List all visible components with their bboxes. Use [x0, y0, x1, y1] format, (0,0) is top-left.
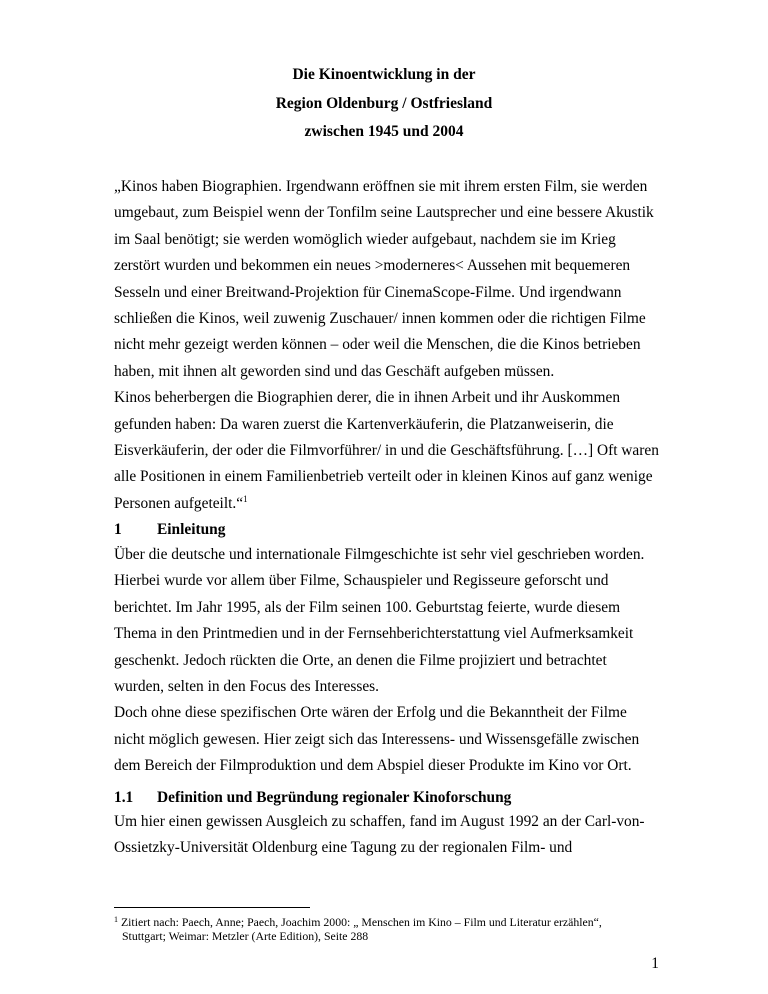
quote-line: „Kinos haben Biographien. Irgendwann eröffnen sie mit ihrem ersten Film, sie werden [114, 178, 648, 195]
body-line: nicht möglich gewesen. Hier zeigt sich das Interessens- und Wissensgefälle zwischen [114, 730, 640, 748]
footnote [114, 915, 602, 943]
quote-line: Sesseln und einer Breitwand-Projektion für CinemaScope-Filme. Und irgendwann [114, 283, 622, 301]
body-line: Thema in den Printmedien und in der Fernsehberichterstattung viel Aufmerksamkeit [114, 625, 634, 643]
quote-line-last [114, 491, 659, 517]
quote-paragraph [114, 174, 659, 517]
quote-line: schließen die Kinos, weil zuwenig Zuschauer/ innen kommen oder die richtigen Filme [114, 310, 646, 328]
quote-line: im Saal benötigt; sie werden womöglich wieder aufgebaut, nachdem sie im Krieg [114, 230, 616, 248]
quote-line: zerstört wurden und bekommen ein neues >moderneres< Aussehen mit bequemeren [114, 257, 631, 275]
body-line: Über die deutsche und internationale Filmgeschichte ist sehr viel geschrieben worden. [114, 546, 645, 563]
footnote-line-2: Stuttgart; Weimar: Metzler (Arte Edition), Seite 288 [122, 929, 369, 943]
section-title: Einleitung [157, 521, 226, 538]
section-number: 1 [114, 521, 122, 538]
title-line-2: Region Oldenburg / Ostfriesland [275, 95, 493, 112]
body-line: berichtet. Im Jahr 1995, als der Film seinen 100. Geburtstag feierte, wurde diesem [114, 598, 621, 616]
footnote-text: Zitiert nach: Paech, Anne; Paech, Joachim 2000: „ Menschen im Kino – Film und Literatur erzählen“, [118, 915, 602, 929]
quote-line: Eisverkäuferin, der oder die Filmvorführer/ in und die Geschäftsführung. […] Oft waren [114, 442, 659, 460]
quote-line: nicht mehr gezeigt werden können – oder weil die Menschen, die die Kinos betrieben [114, 336, 641, 354]
footnote-reference[interactable]: 1 [243, 493, 248, 504]
definition-paragraph [114, 809, 659, 862]
quote-line: alle Positionen in einem Familienbetrieb verteilt oder in kleinen Kinos auf ganz wenige [114, 468, 653, 486]
body-line: Hierbei wurde vor allem über Filme, Schauspieler und Regisseure geforscht und [114, 572, 609, 590]
body-line: geschenkt. Jedoch rückten die Orte, an denen die Filme projiziert und betrachtet [114, 651, 607, 669]
section-title: Definition und Begründung regionaler Kinoforschung [157, 789, 512, 806]
section-number: 1.1 [114, 789, 134, 806]
introduction-paragraph [114, 542, 659, 780]
title-line-3: zwischen 1945 und 2004 [304, 123, 464, 140]
page-number: 1 [651, 955, 659, 972]
body-line: dem Bereich der Filmproduktion und dem Abspiel dieser Produkte im Kino vor Ort. [114, 757, 632, 775]
section-heading-1-1 [114, 789, 511, 807]
body-line: Doch ohne diese spezifischen Orte wären der Erfolg und die Bekanntheit der Filme [114, 704, 627, 722]
footnote-separator [114, 907, 310, 908]
quote-line: Kinos beherbergen die Biographien derer, die in ihnen Arbeit und ihr Auskommen [114, 389, 621, 407]
quote-line-text: Personen aufgeteilt.“ [114, 494, 244, 512]
body-line: Um hier einen gewissen Ausgleich zu schaffen, fand im August 1992 an der Carl-von- [114, 813, 645, 830]
quote-line: umgebaut, zum Beispiel wenn der Tonfilm seine Lautsprecher und eine bessere Akustik [114, 204, 654, 222]
footnote-mark: 1 [114, 915, 118, 924]
footnote-line-1 [114, 915, 602, 929]
quote-line: haben, mit ihnen alt geworden sind und das Geschäft aufgeben müssen. [114, 362, 555, 380]
body-line: wurden, selten in den Focus des Interesses. [114, 678, 379, 696]
body-line: Ossietzky-Universität Oldenburg eine Tagung zu der regionalen Film- und [114, 839, 573, 857]
quote-line: gefunden haben: Da waren zuerst die Kartenverkäuferin, die Platzanweiserin, die [114, 415, 614, 433]
section-heading-1 [114, 521, 225, 539]
title-line-1: Die Kinoentwicklung in der [292, 66, 476, 83]
